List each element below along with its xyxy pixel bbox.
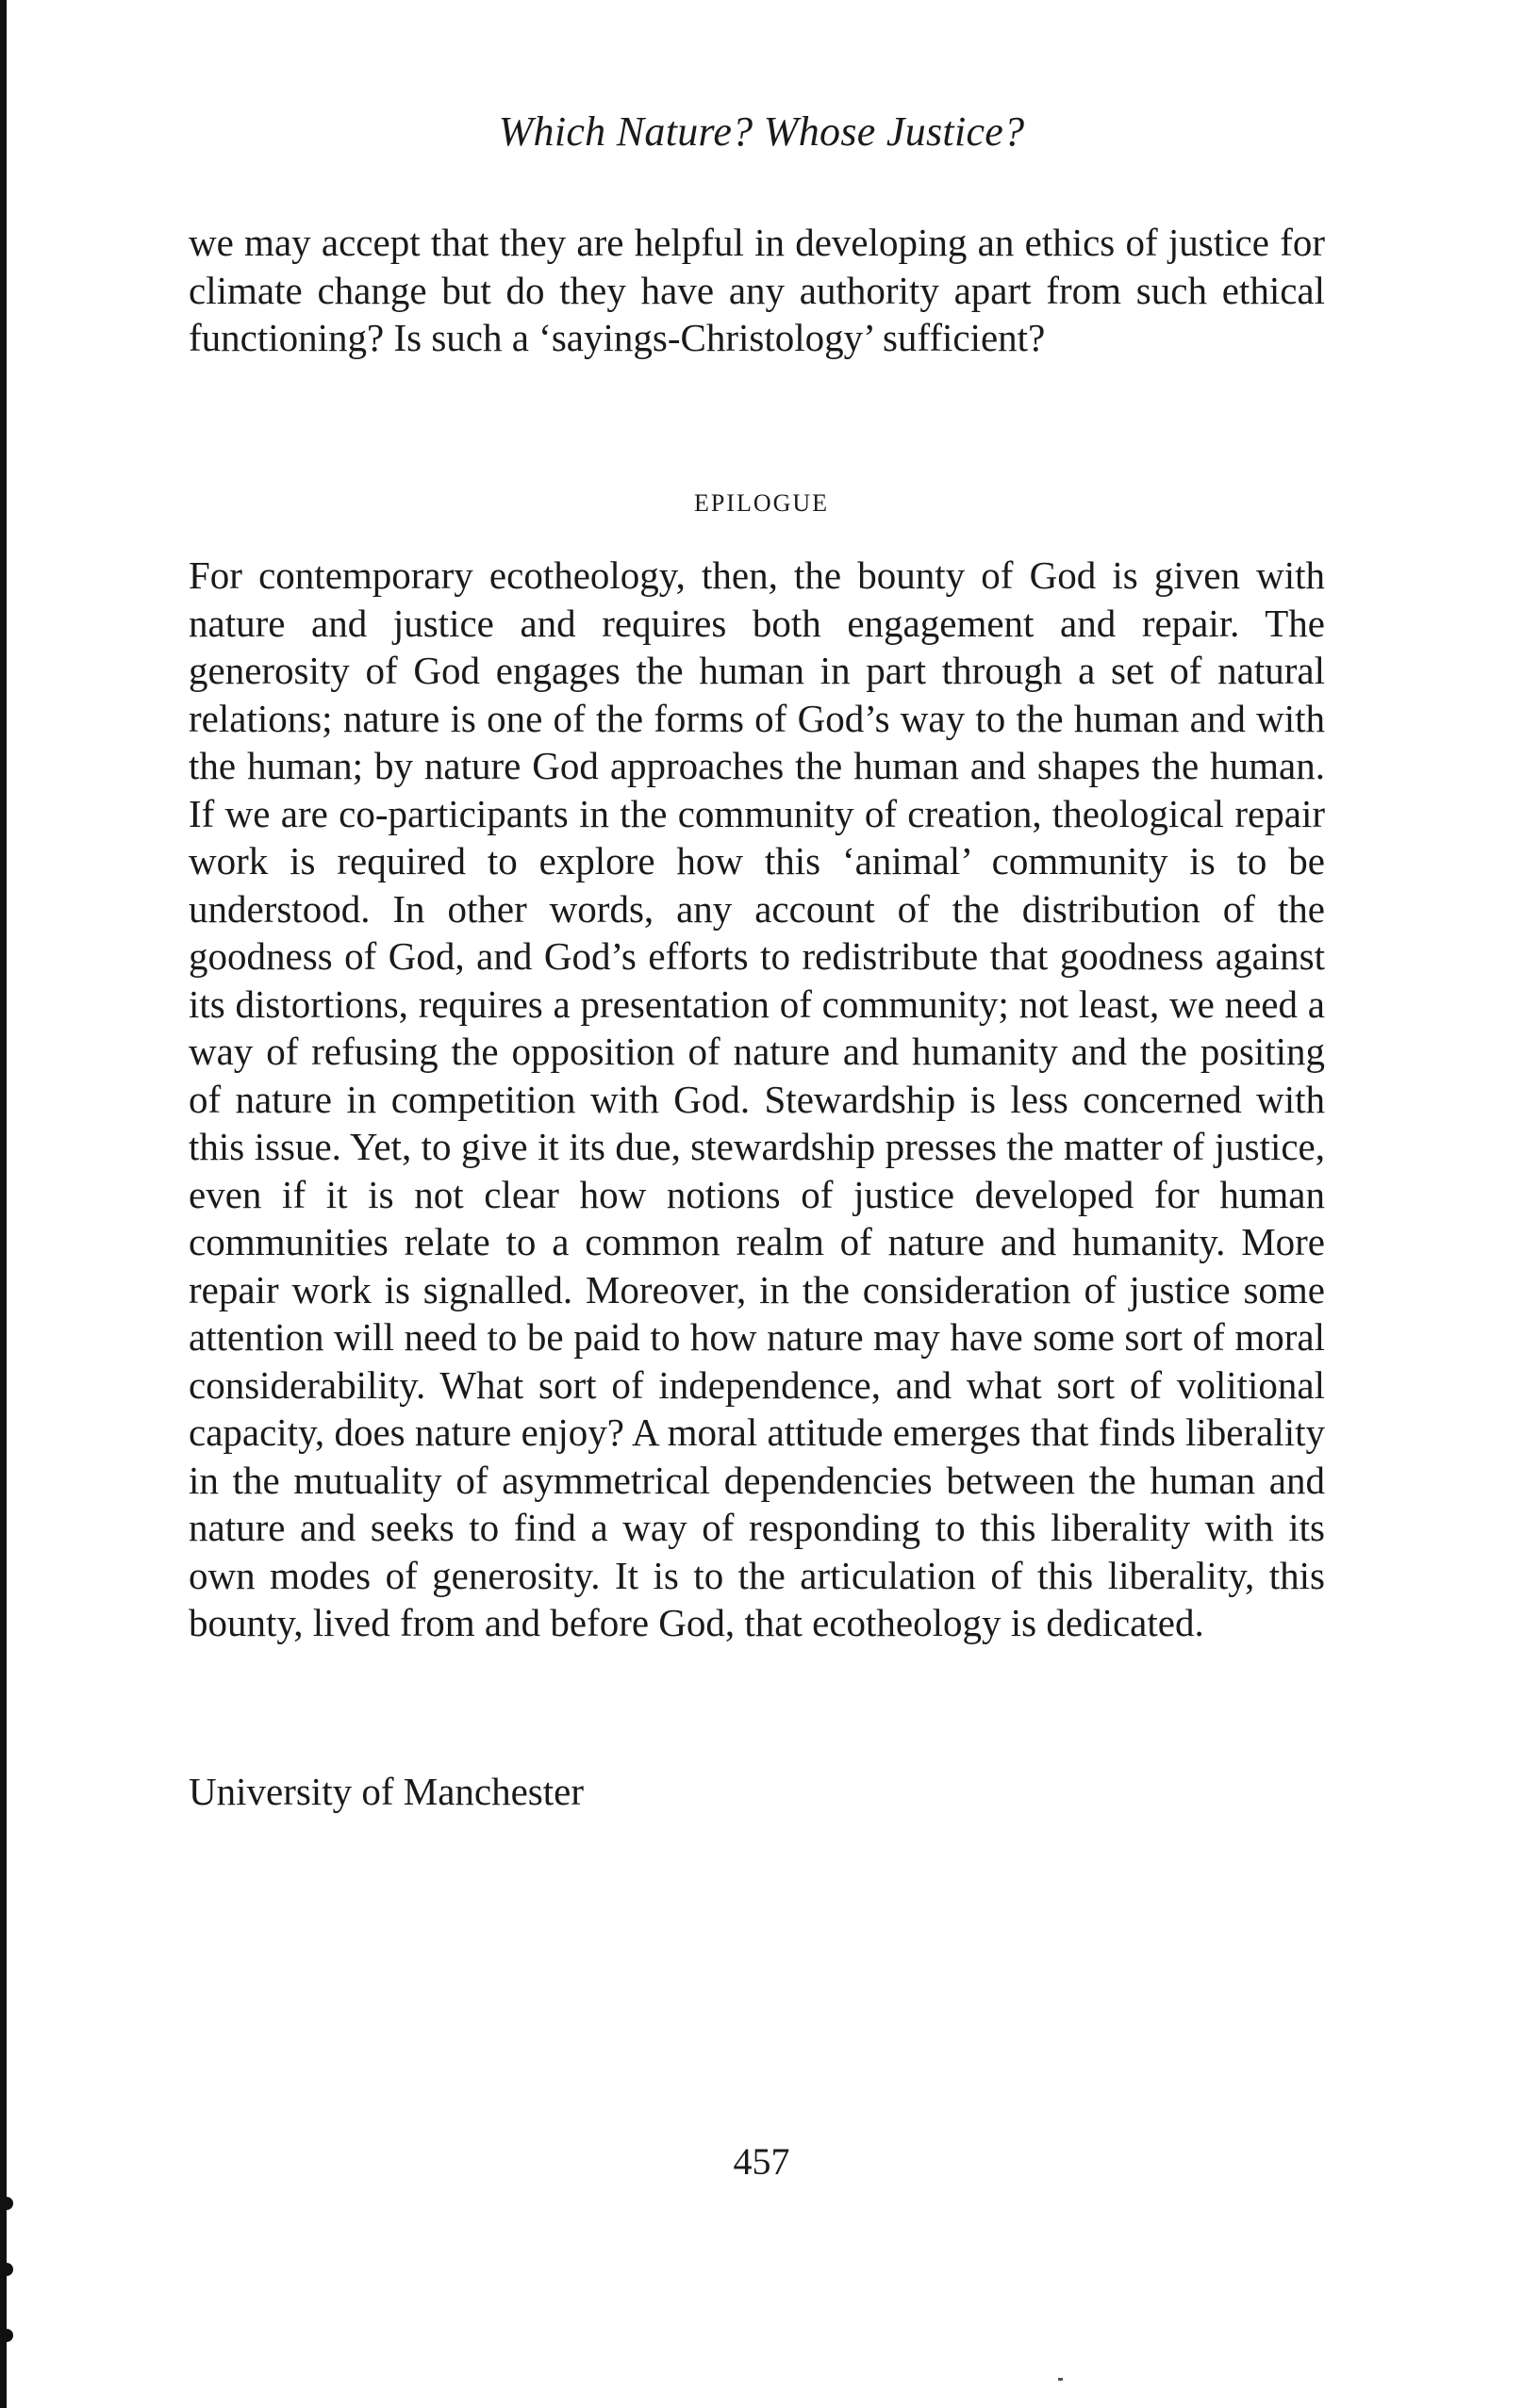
scan-speck	[1058, 2378, 1063, 2381]
running-header-title: Which Nature? Whose Justice?	[498, 108, 1025, 155]
body-paragraph-epilogue: For contemporary ecotheology, then, the bounty of God is given with nature and justice and requires both engagement and repair. The generosity of God engages the human in part through a set of natural relations; nature is one of the forms of God’s way to the human and with the human; by nature God approaches the human and shapes the human. If we are co-participants in the community of creation, theological repair work is required to explore how this ‘animal’ community is to be understood. In other words, any account of the distribution of the goodness of God, and God’s efforts to redistribute that goodness against its distortions, requires a presentation of community; not least, we need a way of refusing the opposition of nature and humanity and the positing of nature in competition with God. Stewardship is less concerned with this issue. Yet, to give it its due, stewardship presses the matter of justice, even if it is not clear how notions of justice developed for human communities relate to a common realm of nature and humanity. More repair work is signalled. Moreover, in the consideration of justice some attention will need to be paid to how nature may have some sort of moral considerability. What sort of independence, and what sort of volitional capacity, does nature enjoy? A moral attitude emerges that finds liberality in the mutuality of asymmetrical dependencies between the human and nature and seeks to find a way of responding to this liberality with its own modes of generosity. It is to the articulation of this liberality, this bounty, lived from and before God, that ecotheology is dedicated.	[189, 553, 1325, 1644]
scan-edge-mark	[0, 2329, 13, 2342]
page-number: 457	[733, 2140, 790, 2183]
section-heading-epilogue: EPILOGUE	[693, 489, 830, 517]
author-affiliation: University of Manchester	[189, 1770, 584, 1813]
body-paragraph-continued: we may accept that they are helpful in developing an ethics of justice for climate change but do they have any authority apart from such ethical functioning? Is such a ‘sayings-Christology’ sufficient?	[189, 221, 1325, 359]
scan-binding-edge	[0, 0, 7, 2408]
scan-edge-mark	[0, 2263, 13, 2276]
scan-edge-mark	[0, 2197, 13, 2210]
